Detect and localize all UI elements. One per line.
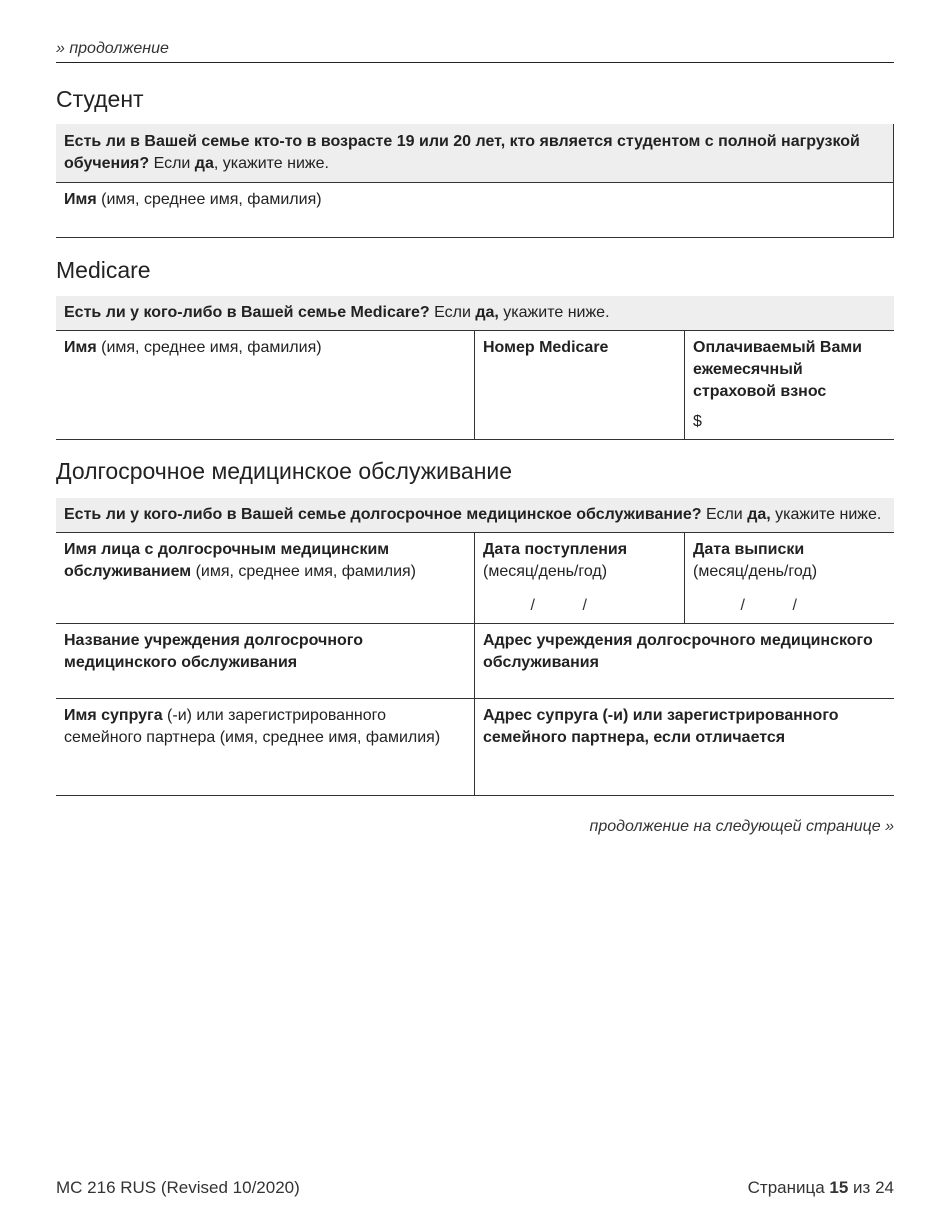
student-table <box>56 124 894 238</box>
student-name-field[interactable]: Имя (имя, среднее имя, фамилия) <box>56 183 894 238</box>
form-id: MC 216 RUS (Revised 10/2020) <box>56 1178 300 1197</box>
section-title-medicare: Medicare <box>56 257 151 283</box>
medicare-question: Есть ли у кого-либо в Вашей семье Medicare? Если да, укажите ниже. <box>56 296 894 331</box>
medicare-table <box>56 296 894 440</box>
longterm-table <box>56 498 894 796</box>
longterm-question: Есть ли у кого-либо в Вашей семье долгосрочное медицинское обслуживание? Если да, укажите ниже. <box>56 498 894 533</box>
student-question: Есть ли в Вашей семье кто-то в возрасте 19 или 20 лет, кто является студентом с полной нагрузкой обучения? Если да, укажите ниже. <box>56 124 894 183</box>
spouse-address-field[interactable]: Адрес супруга (-и) или зарегистрированного семейного партнера, если отличается <box>475 699 895 796</box>
admit-date-slots: / / <box>530 597 587 614</box>
medicare-number-field[interactable]: Номер Medicare <box>475 331 685 440</box>
spouse-name-field[interactable]: Имя супруга (-и) или зарегистрированного семейного партнера (имя, среднее имя, фамилия) <box>56 699 475 796</box>
page-indicator: Страница 15 из 24 <box>747 1178 894 1197</box>
medicare-name-field[interactable]: Имя (имя, среднее имя, фамилия) <box>56 331 475 440</box>
page-number: 15 <box>829 1178 849 1197</box>
section-title-student: Студент <box>56 86 144 112</box>
facility-address-field[interactable]: Адрес учреждения долгосрочного медицинского обслуживания <box>475 624 895 699</box>
section-title-longterm: Долгосрочное медицинское обслуживание <box>56 458 513 484</box>
discharge-date-slots: / / <box>740 597 797 614</box>
discharge-date-field[interactable]: Дата выписки (месяц/день/год) / / <box>685 533 895 624</box>
currency-sign: $ <box>693 413 702 430</box>
continuation-header: » продолжение <box>56 40 894 63</box>
facility-name-field[interactable]: Название учреждения долгосрочного медицинского обслуживания <box>56 624 475 699</box>
medicare-premium-field[interactable]: Оплачиваемый Вами ежемесячный страховой взнос $ <box>685 331 895 440</box>
page-total: 24 <box>875 1178 894 1197</box>
admit-date-field[interactable]: Дата поступления (месяц/день/год) / / <box>475 533 685 624</box>
continued-next-page: продолжение на следующей странице » <box>589 818 894 835</box>
longterm-person-field[interactable]: Имя лица с долгосрочным медицинским обслуживанием (имя, среднее имя, фамилия) <box>56 533 475 624</box>
